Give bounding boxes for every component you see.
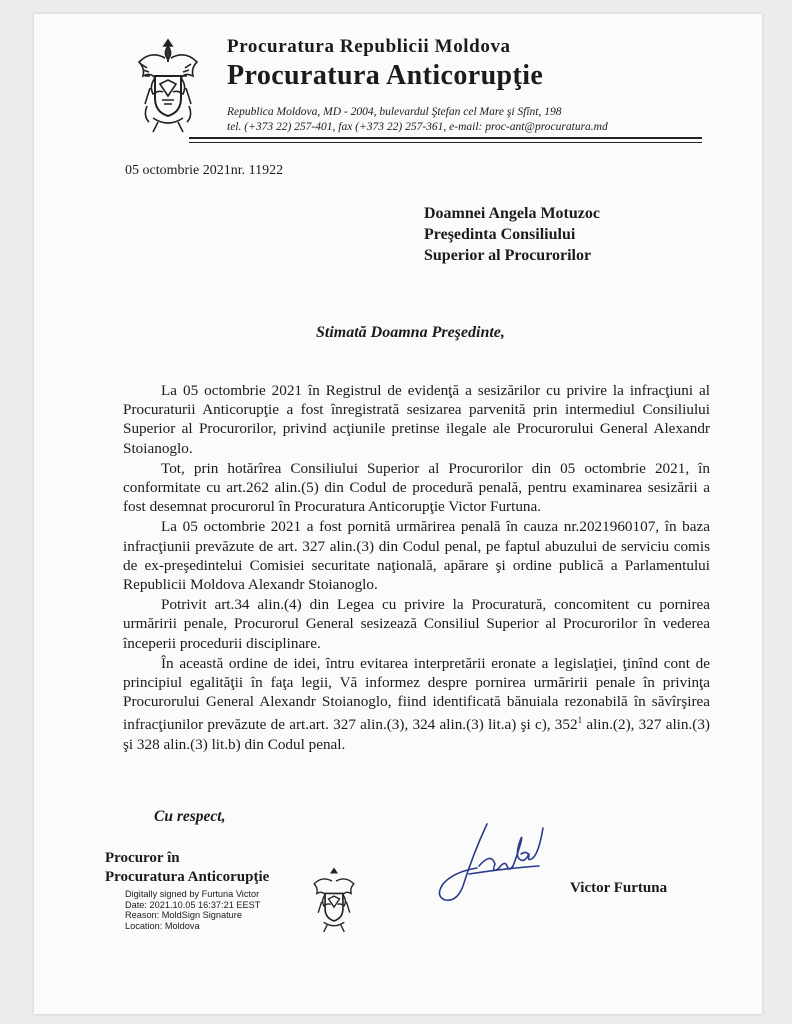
signature-emblem-icon xyxy=(311,866,357,936)
body-paragraph-final xyxy=(123,654,710,754)
body-paragraph: La 05 octombrie 2021 în Registrul de evidenţă a sesizărilor cu privire la infracţiuni al Procuraturii Anticorupţie a fost înregistrată sesizarea parvenită prin intermediul Consiliului Superior al Procurorilor, privind acţiunile pretinse ilegale ale Procurorului General Alexandr Stoianoglo. xyxy=(123,382,710,457)
date-and-number: 05 octombrie 2021nr. 11922 xyxy=(125,163,284,178)
recipient-name: Doamnei Angela Motuzoc xyxy=(424,205,600,222)
address-line: Republica Moldova, MD - 2004, bulevardul Ştefan cel Mare şi Sfînt, 198 xyxy=(227,106,562,118)
office-name: Procuratura Anticorupţie xyxy=(227,60,544,91)
final-text-part2: alin.(2), 327 alin.(3) şi 328 alin.(3) lit.b) din Codul penal. xyxy=(123,716,710,753)
digital-signature-date: Date: 2021.10.05 16:37:21 EEST xyxy=(125,899,261,910)
header-divider-thick xyxy=(189,137,702,139)
final-superscript: 1 xyxy=(577,715,583,726)
body-paragraph: La 05 octombrie 2021 a fost pornită urmărirea penală în cauza nr.2021960107, în baza infracţiunii prevăzute de art. 327 alin.(3) din Codul penal, pe faptul abuzului de serviciu comis de ex-preşedintelui Comisiei securitate naţională, apărare şi ordine publică a Parlamentului Republicii Moldova Alexandr Stoianoglo. xyxy=(123,518,710,594)
signatory-role-line1: Procuror în xyxy=(105,850,180,866)
closing: Cu respect, xyxy=(154,808,226,825)
digital-signature-block xyxy=(125,889,260,931)
header-contact-block xyxy=(227,105,608,135)
body-paragraph: Potrivit art.34 alin.(4) din Legea cu privire la Procuratură, concomitent cu pornirea urmăririi penale, Procurorul General sesizează Consiliul Superior al Procurorilor în vederea începerii procedurii disciplinare. xyxy=(123,596,710,652)
greeting: Stimată Doamna Preşedinte, xyxy=(316,324,505,341)
institution-name: Procuratura Republicii Moldova xyxy=(227,36,511,57)
signatory-name: Victor Furtuna xyxy=(570,880,668,896)
digital-signature-signer: Digitally signed by Furtuna Victor xyxy=(125,889,260,899)
contacts-line: tel. (+373 22) 257-401, fax (+373 22) 257-361, e-mail: proc-ant@procuratura.md xyxy=(227,121,608,133)
recipient-title: Preşedinta Consiliului xyxy=(424,226,576,243)
coat-of-arms-icon xyxy=(135,36,201,138)
letter-page xyxy=(34,14,762,1014)
handwritten-signature xyxy=(429,814,579,909)
digital-signature-location: Location: Moldova xyxy=(125,920,200,931)
header-divider-thin xyxy=(189,142,702,143)
digital-signature-reason: Reason: MoldSign Signature xyxy=(125,910,242,920)
body-paragraph: Tot, prin hotărîrea Consiliului Superior al Procurorilor din 05 octombrie 2021, în conformitate cu art.262 alin.(5) din Codul de procedură penală, pentru examinarea sesizării a fost desemnat procurorul în Procuratura Anticorupţie Victor Furtuna. xyxy=(123,459,710,516)
recipient-institution: Superior al Procurorilor xyxy=(424,247,592,264)
signatory-role-line2: Procuratura Anticorupţie xyxy=(105,869,270,885)
final-text-part1: În această ordine de idei, întru evitarea interpretării eronate a legislaţiei, ţinînd cont de principiul egalităţii în faţa legii, Vă informez despre pornirea urmăririi penale în privinţa Procurorului General Alexandr Stoianoglo, fiind identificată bănuiala rezonabilă în săvîrşirea infracţiunilor prevăzute de art.art. 327 alin.(3), 324 alin.(3) lit.a) şi c), 352 xyxy=(123,654,710,734)
recipient-block xyxy=(424,203,600,266)
letter-body xyxy=(123,381,710,755)
